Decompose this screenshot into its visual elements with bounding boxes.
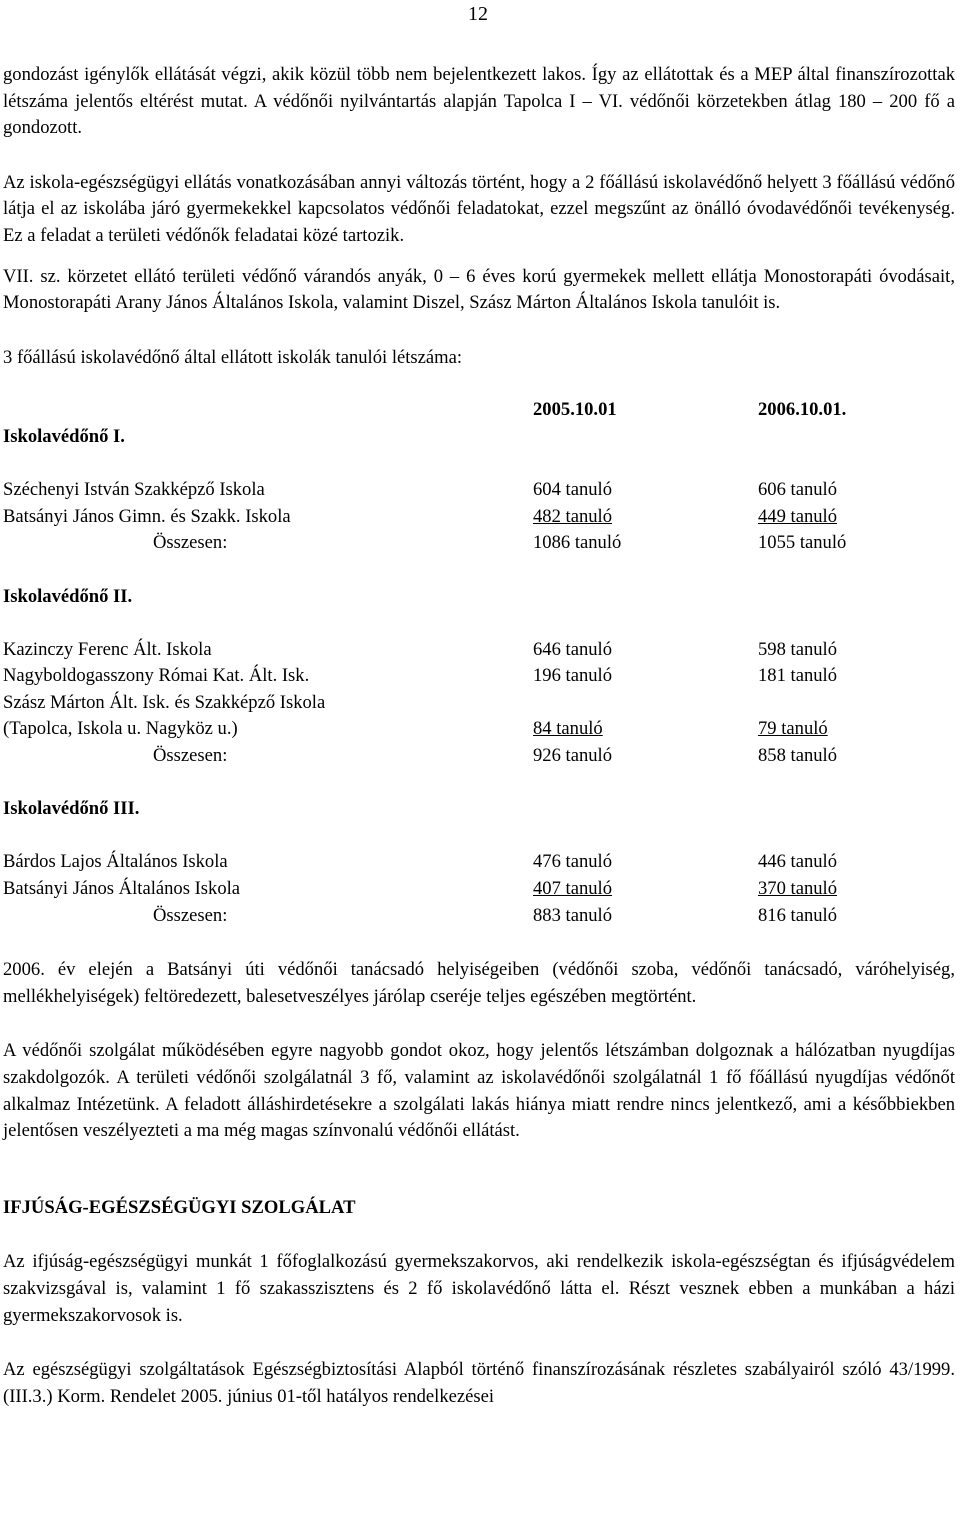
section-heading: IFJÚSÁG-EGÉSZSÉGÜGYI SZOLGÁLAT — [3, 1196, 356, 1218]
school-name: (Tapolca, Iskola u. Nagyköz u.) — [3, 718, 238, 740]
school-name: Szász Márton Ált. Isk. és Szakképző Iskola — [3, 691, 326, 713]
table-row — [3, 477, 955, 504]
total-2005: 883 tanuló — [533, 904, 613, 926]
count-2006: 446 tanuló — [758, 851, 838, 873]
paragraph-7: Az ifjúság-egészségügyi munkát 1 főfoglalkozású gyermekszakorvos, aki rendelkezik iskola-egészségtan és ifjúságvédelem szakvizsgával is, valamint 1 fő szakasszisztens és 2 fő iskolavédőnő látta el. Részt vesznek ebben a munkában a házi gyermekszakorvosok is. — [3, 1251, 955, 1326]
school-name: Batsányi János Általános Iskola — [3, 878, 241, 900]
page-number: 12 — [468, 3, 488, 25]
count-2006: 598 tanuló — [758, 638, 838, 660]
total-label: Összesen: — [153, 904, 228, 926]
count-2005: 604 tanuló — [533, 479, 613, 501]
table-row — [3, 637, 955, 664]
school-name: Kazinczy Ferenc Ált. Iskola — [3, 638, 212, 660]
school-name: Nagyboldogasszony Római Kat. Ált. Isk. — [3, 665, 310, 687]
paragraph-2: Az iskola-egészségügyi ellátás vonatkozásában annyi változás történt, hogy a 2 főállású iskolavédőnő helyett 3 főállású védőnő látja el az iskolába járó gyermekekkel kapcsolatos védőnői feladatokat, ezzel megszűnt az önálló óvodavédőnői tevékenység. Ez a feladat a területi védőnők feladatai közé tartozik. — [3, 171, 955, 246]
table-row — [3, 504, 955, 531]
count-2005: 407 tanuló — [533, 878, 613, 900]
group-title: Iskolavédőnő III. — [3, 798, 140, 820]
total-label: Összesen: — [153, 532, 228, 554]
total-row — [3, 743, 955, 770]
group-title-1 — [3, 424, 955, 451]
school-name: Széchenyi István Szakképző Iskola — [3, 479, 265, 501]
paragraph-8: Az egészségügyi szolgáltatások Egészségbiztosítási Alapból történő finanszírozásának részletes szabályairól szóló 43/1999. (III.3.) Korm. Rendelet 2005. június 01-től hatályos rendelkezései — [3, 1359, 955, 1407]
count-2006: 79 tanuló — [758, 718, 828, 740]
total-2006: 1055 tanuló — [758, 532, 847, 554]
table-row — [3, 876, 955, 903]
table-row — [3, 663, 955, 690]
total-2006: 858 tanuló — [758, 745, 838, 767]
enrollment-table — [3, 397, 955, 929]
paragraph-3: VII. sz. körzetet ellátó területi védőnő várandós anyák, 0 – 6 éves korú gyermekek mellett ellátja Monostorapáti óvodásait, Monostorapáti Arany János Általános Iskola, valamint Diszel, Szász Márton Általános Iskola tanulóit is. — [3, 265, 955, 314]
total-label: Összesen: — [153, 745, 228, 767]
table-row — [3, 716, 955, 743]
group-title: Iskolavédőnő I. — [3, 425, 125, 447]
total-row — [3, 903, 955, 930]
count-2006: 370 tanuló — [758, 878, 838, 900]
count-2005: 196 tanuló — [533, 665, 613, 687]
total-row — [3, 530, 955, 557]
date-2005: 2005.10.01 — [533, 399, 617, 421]
count-2006: 606 tanuló — [758, 479, 838, 501]
total-2005: 1086 tanuló — [533, 532, 622, 554]
paragraph-6: A védőnői szolgálat működésében egyre nagyobb gondot okoz, hogy jelentős létszámban dolgoznak a hálózatban nyugdíjas szakdolgozók. A területi védőnői szolgálatnál 3 fő, valamint az iskolavédőnői szolgálatnál 1 fő főállású nyugdíjas védőnőt alkalmaz Intézetünk. A feladott álláshirdetésekre a szolgálati lakás hiánya miatt rendre nincs jelentkező, ami a későbbiekben jelentősen veszélyezteti a ma még magas színvonalú védőnői ellátást. — [3, 1040, 955, 1142]
group-title-2 — [3, 584, 955, 611]
table-row — [3, 849, 955, 876]
table-row — [3, 690, 955, 717]
group-title: Iskolavédőnő II. — [3, 585, 133, 607]
date-2006: 2006.10.01. — [758, 399, 847, 421]
group-title-3 — [3, 796, 955, 823]
count-2005: 84 tanuló — [533, 718, 603, 740]
paragraph-5: 2006. év elején a Batsányi úti védőnői tanácsadó helyiségeiben (védőnői szoba, védőnői tanácsadó, váróhelyiség, mellékhelyiségek) feltöredezett, balesetveszélyes járólap cseréje teljes egészében megtörtént. — [3, 959, 955, 1007]
count-2006: 449 tanuló — [758, 505, 838, 527]
paragraph-4: 3 főállású iskolavédőnő által ellátott iskolák tanulói létszáma: — [3, 346, 463, 368]
count-2005: 482 tanuló — [533, 505, 613, 527]
count-2005: 646 tanuló — [533, 638, 613, 660]
count-2005: 476 tanuló — [533, 851, 613, 873]
document-body — [3, 62, 955, 1410]
school-name: Batsányi János Gimn. és Szakk. Iskola — [3, 505, 291, 527]
date-header-row — [3, 397, 955, 424]
total-2006: 816 tanuló — [758, 904, 838, 926]
school-name: Bárdos Lajos Általános Iskola — [3, 851, 228, 873]
paragraph-1: gondozást igénylők ellátását végzi, akik közül több nem bejelentkezett lakos. Így az ellátottak és a MEP által finanszírozottak létszáma jelentős eltérést mutat. A védőnői nyilvántartás alapján Tapolca I – VI. védőnői körzetekben átlag 180 – 200 fő a gondozott. — [3, 64, 955, 139]
total-2005: 926 tanuló — [533, 745, 613, 767]
count-2006: 181 tanuló — [758, 665, 838, 687]
